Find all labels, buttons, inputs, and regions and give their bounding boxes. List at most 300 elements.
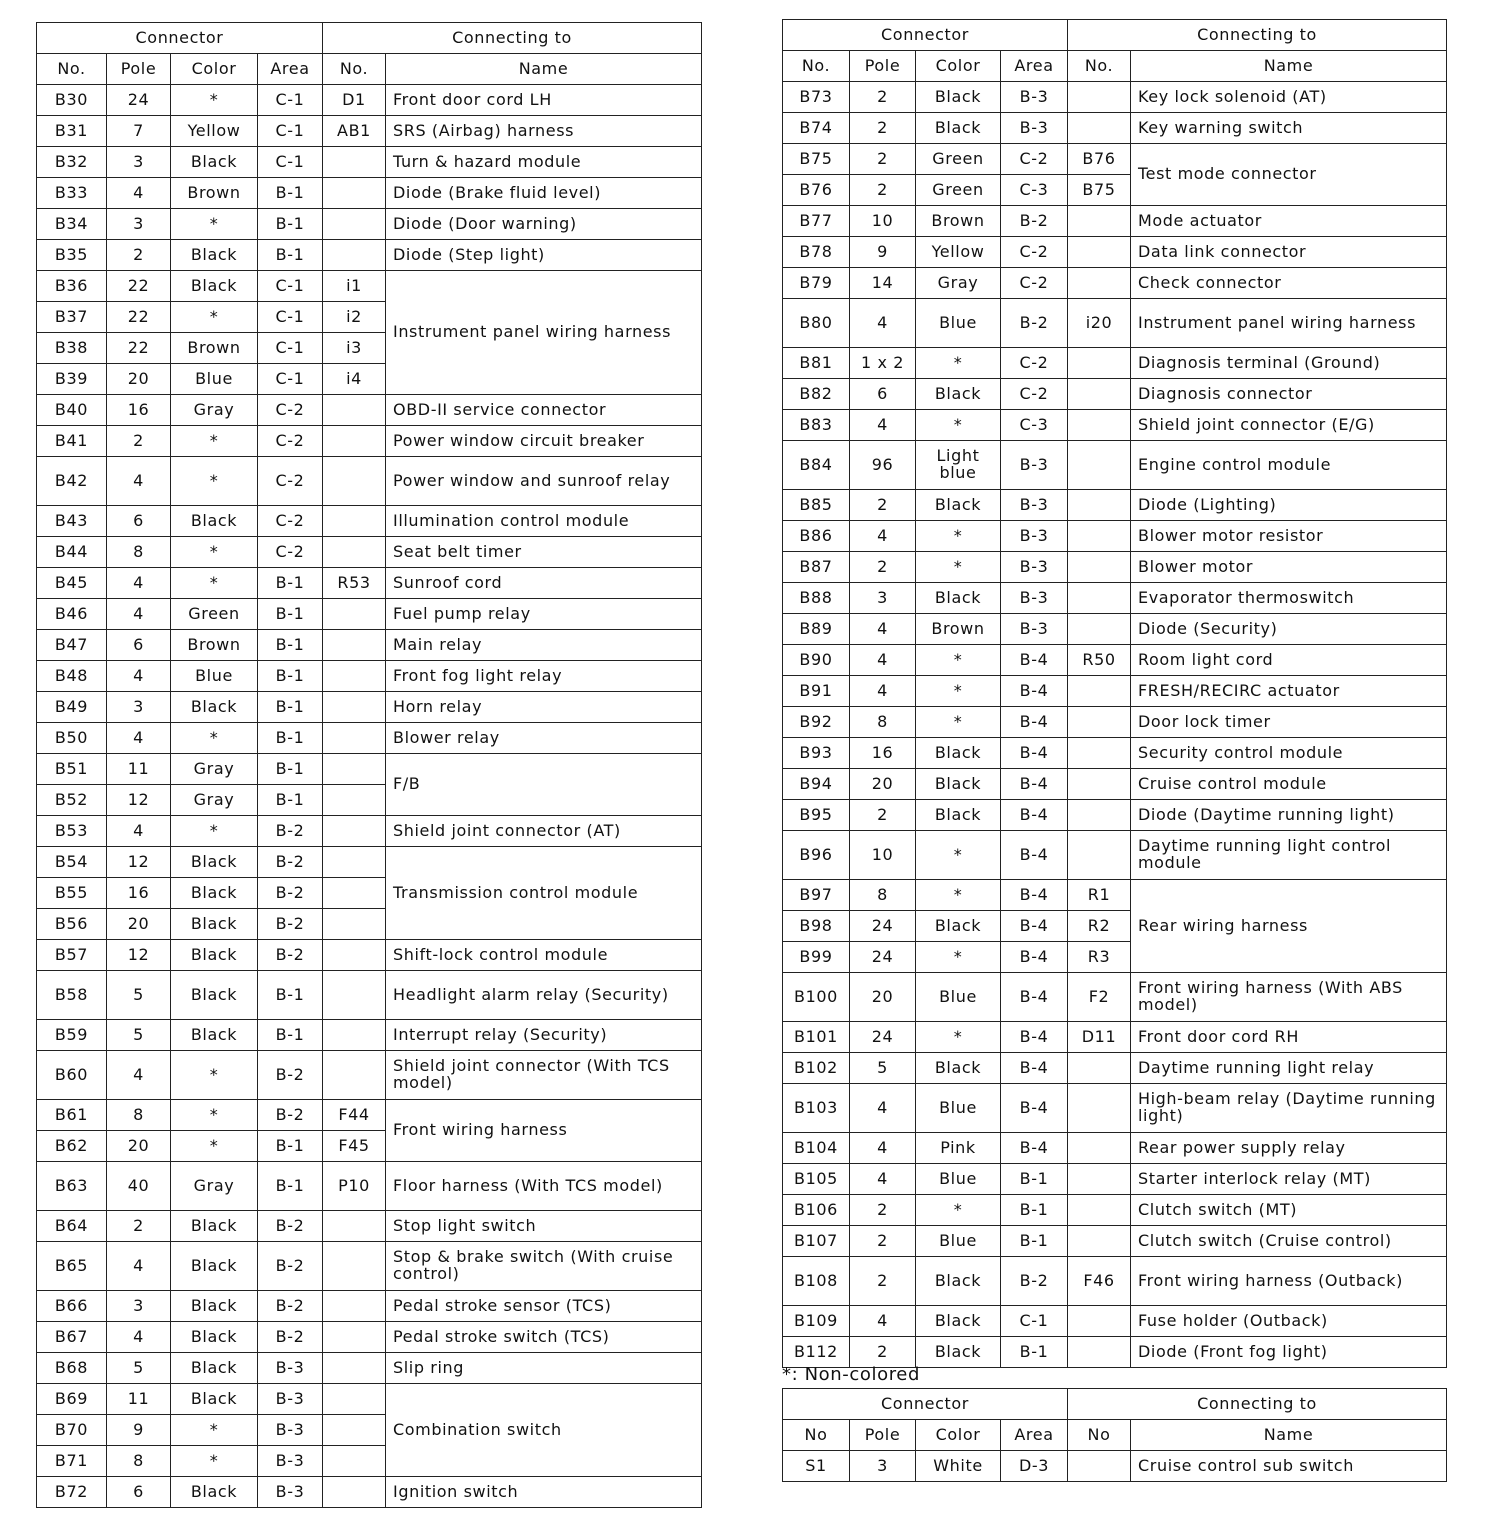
connector-no-cell: B69 — [37, 1384, 107, 1415]
table-row — [783, 769, 1447, 800]
area-cell: B-2 — [258, 878, 323, 909]
connecting-name-cell: Check connector — [1131, 268, 1447, 299]
connector-no-cell: B53 — [37, 816, 107, 847]
pole-cell: 4 — [107, 661, 171, 692]
header-pole: Pole — [107, 54, 171, 85]
connecting-no-cell — [1068, 237, 1131, 268]
connecting-name-cell: Diode (Door warning) — [386, 209, 702, 240]
table-row — [783, 1337, 1447, 1368]
connecting-name-cell: Diode (Lighting) — [1131, 490, 1447, 521]
table-row — [37, 1384, 702, 1415]
pole-cell: 1 x 2 — [850, 348, 916, 379]
connecting-no-cell — [1068, 614, 1131, 645]
area-cell: B-1 — [1001, 1337, 1068, 1368]
color-cell: Black — [171, 971, 258, 1020]
connector-no-cell: B77 — [783, 206, 850, 237]
pole-cell: 4 — [107, 1322, 171, 1353]
connecting-name-cell: Main relay — [386, 630, 702, 661]
color-cell: Black — [171, 1291, 258, 1322]
connecting-no-cell — [1068, 1226, 1131, 1257]
connecting-no-cell — [323, 847, 386, 878]
table-row — [783, 614, 1447, 645]
connecting-no-cell: R53 — [323, 568, 386, 599]
connecting-name-cell: Illumination control module — [386, 506, 702, 537]
color-cell: Green — [171, 599, 258, 630]
header-no: No — [783, 1420, 850, 1451]
header-connecting-to: Connecting to — [1068, 20, 1447, 51]
connecting-no-cell — [323, 506, 386, 537]
connector-table-small — [782, 1388, 1447, 1482]
pole-cell: 3 — [107, 1291, 171, 1322]
pole-cell: 24 — [107, 85, 171, 116]
connector-no-cell: B92 — [783, 707, 850, 738]
area-cell: B-3 — [258, 1446, 323, 1477]
connector-no-cell: B51 — [37, 754, 107, 785]
connector-no-cell: B108 — [783, 1257, 850, 1306]
area-cell: B-2 — [258, 847, 323, 878]
area-cell: B-4 — [1001, 769, 1068, 800]
connecting-no-cell — [1068, 206, 1131, 237]
pole-cell: 9 — [107, 1415, 171, 1446]
connector-no-cell: B64 — [37, 1211, 107, 1242]
pole-cell: 7 — [107, 116, 171, 147]
pole-cell: 8 — [107, 537, 171, 568]
connector-no-cell: B103 — [783, 1084, 850, 1133]
connecting-name-cell: Cruise control sub switch — [1131, 1451, 1447, 1482]
connecting-no-cell — [323, 209, 386, 240]
connecting-name-cell: Sunroof cord — [386, 568, 702, 599]
area-cell: B-4 — [1001, 973, 1068, 1022]
area-cell: B-1 — [1001, 1195, 1068, 1226]
connector-no-cell: B88 — [783, 583, 850, 614]
connector-no-cell: B62 — [37, 1131, 107, 1162]
connector-no-cell: B34 — [37, 209, 107, 240]
connecting-name-cell: Blower relay — [386, 723, 702, 754]
color-cell: Gray — [171, 754, 258, 785]
table-row — [37, 940, 702, 971]
table-row — [37, 209, 702, 240]
pole-cell: 4 — [107, 178, 171, 209]
pole-cell: 12 — [107, 785, 171, 816]
connecting-name-cell: Fuel pump relay — [386, 599, 702, 630]
header-name: Name — [386, 54, 702, 85]
connecting-name-cell: Clutch switch (MT) — [1131, 1195, 1447, 1226]
table-row — [783, 410, 1447, 441]
pole-cell: 3 — [107, 147, 171, 178]
color-cell: Blue — [916, 1164, 1001, 1195]
pole-cell: 4 — [850, 410, 916, 441]
area-cell: C-2 — [258, 537, 323, 568]
area-cell: C-1 — [258, 147, 323, 178]
connecting-no-cell: R3 — [1068, 942, 1131, 973]
table-row — [37, 1353, 702, 1384]
color-cell: * — [171, 816, 258, 847]
color-cell: Black — [171, 240, 258, 271]
connecting-no-cell: R1 — [1068, 880, 1131, 911]
connecting-no-cell — [323, 147, 386, 178]
color-cell: * — [171, 457, 258, 506]
pole-cell: 16 — [850, 738, 916, 769]
connector-no-cell: B30 — [37, 85, 107, 116]
color-cell: Black — [916, 113, 1001, 144]
connector-no-cell: B104 — [783, 1133, 850, 1164]
connecting-name-cell: Blower motor resistor — [1131, 521, 1447, 552]
connecting-name-cell: Interrupt relay (Security) — [386, 1020, 702, 1051]
table-row — [37, 178, 702, 209]
area-cell: B-1 — [258, 723, 323, 754]
table-row — [37, 1242, 702, 1291]
color-cell: * — [916, 707, 1001, 738]
connecting-name-cell: Security control module — [1131, 738, 1447, 769]
connecting-name-cell: SRS (Airbag) harness — [386, 116, 702, 147]
connector-no-cell: B63 — [37, 1162, 107, 1211]
pole-cell: 5 — [107, 1020, 171, 1051]
connector-no-cell: B56 — [37, 909, 107, 940]
color-cell: * — [916, 521, 1001, 552]
pole-cell: 6 — [107, 630, 171, 661]
table-row — [37, 1051, 702, 1100]
connecting-no-cell — [323, 178, 386, 209]
connecting-name-cell: Diagnosis connector — [1131, 379, 1447, 410]
area-cell: B-1 — [258, 630, 323, 661]
color-cell: * — [171, 1051, 258, 1100]
pole-cell: 20 — [107, 364, 171, 395]
pole-cell: 22 — [107, 302, 171, 333]
connector-no-cell: B61 — [37, 1100, 107, 1131]
color-cell: Black — [171, 1211, 258, 1242]
pole-cell: 4 — [850, 1084, 916, 1133]
non-colored-note: *: Non-colored — [782, 1364, 920, 1385]
area-cell: B-1 — [258, 1162, 323, 1211]
connecting-no-cell — [1068, 707, 1131, 738]
pole-cell: 16 — [107, 878, 171, 909]
connector-no-cell: B35 — [37, 240, 107, 271]
area-cell: B-3 — [1001, 441, 1068, 490]
area-cell: C-1 — [258, 85, 323, 116]
area-cell: B-3 — [1001, 113, 1068, 144]
table-row — [783, 552, 1447, 583]
area-cell: C-2 — [258, 506, 323, 537]
color-cell: Black — [916, 490, 1001, 521]
connector-no-cell: B40 — [37, 395, 107, 426]
color-cell: Brown — [171, 178, 258, 209]
pole-cell: 4 — [107, 568, 171, 599]
connecting-name-cell: Power window circuit breaker — [386, 426, 702, 457]
table-row — [783, 1195, 1447, 1226]
connector-no-cell: B49 — [37, 692, 107, 723]
color-cell: Gray — [171, 1162, 258, 1211]
color-cell: Yellow — [171, 116, 258, 147]
connector-no-cell: B48 — [37, 661, 107, 692]
color-cell: Black — [171, 909, 258, 940]
area-cell: B-4 — [1001, 1053, 1068, 1084]
connecting-no-cell — [1068, 379, 1131, 410]
color-cell: Light blue — [916, 441, 1001, 490]
area-cell: B-4 — [1001, 911, 1068, 942]
connecting-no-cell — [323, 661, 386, 692]
pole-cell: 2 — [107, 426, 171, 457]
area-cell: B-1 — [258, 661, 323, 692]
area-cell: C-2 — [258, 457, 323, 506]
color-cell: Black — [916, 379, 1001, 410]
area-cell: B-4 — [1001, 831, 1068, 880]
area-cell: B-4 — [1001, 800, 1068, 831]
table-row — [37, 85, 702, 116]
connecting-no-cell — [323, 240, 386, 271]
connector-no-cell: B54 — [37, 847, 107, 878]
pole-cell: 5 — [107, 1353, 171, 1384]
pole-cell: 2 — [850, 1257, 916, 1306]
connecting-name-cell: Diode (Security) — [1131, 614, 1447, 645]
pole-cell: 2 — [850, 175, 916, 206]
header-no: No. — [37, 54, 107, 85]
table-row — [783, 237, 1447, 268]
connector-no-cell: B50 — [37, 723, 107, 754]
connecting-name-cell: Headlight alarm relay (Security) — [386, 971, 702, 1020]
table-row — [37, 147, 702, 178]
color-cell: * — [171, 1446, 258, 1477]
connecting-name-cell: Key lock solenoid (AT) — [1131, 82, 1447, 113]
connector-no-cell: B44 — [37, 537, 107, 568]
area-cell: C-3 — [1001, 410, 1068, 441]
connecting-no-cell — [323, 692, 386, 723]
color-cell: * — [171, 1131, 258, 1162]
area-cell: B-4 — [1001, 645, 1068, 676]
color-cell: * — [916, 645, 1001, 676]
table-row — [783, 645, 1447, 676]
header-connecting-no: No. — [1068, 51, 1131, 82]
area-cell: B-4 — [1001, 1022, 1068, 1053]
connecting-no-cell — [1068, 113, 1131, 144]
pole-cell: 20 — [850, 769, 916, 800]
connecting-no-cell — [323, 723, 386, 754]
connecting-name-cell: Front door cord LH — [386, 85, 702, 116]
area-cell: B-2 — [258, 1051, 323, 1100]
area-cell: C-2 — [1001, 144, 1068, 175]
area-cell: C-2 — [1001, 268, 1068, 299]
color-cell: Black — [171, 1353, 258, 1384]
table-row — [37, 692, 702, 723]
area-cell: C-1 — [258, 364, 323, 395]
color-cell: * — [916, 1022, 1001, 1053]
table-row — [37, 847, 702, 878]
pole-cell: 8 — [107, 1100, 171, 1131]
connecting-no-cell — [323, 878, 386, 909]
pole-cell: 4 — [107, 723, 171, 754]
header-color: Color — [916, 51, 1001, 82]
connecting-no-cell — [323, 1051, 386, 1100]
header-connecting-to: Connecting to — [323, 23, 702, 54]
connecting-name-cell: Door lock timer — [1131, 707, 1447, 738]
connecting-no-cell: P10 — [323, 1162, 386, 1211]
connecting-no-cell — [1068, 1133, 1131, 1164]
color-cell: Pink — [916, 1133, 1001, 1164]
connector-no-cell: B59 — [37, 1020, 107, 1051]
table-row — [783, 268, 1447, 299]
pole-cell: 2 — [107, 1211, 171, 1242]
pole-cell: 4 — [850, 521, 916, 552]
pole-cell: 3 — [850, 1451, 916, 1482]
header-pole: Pole — [850, 51, 916, 82]
connecting-name-cell: Combination switch — [386, 1384, 702, 1477]
connector-no-cell: B78 — [783, 237, 850, 268]
area-cell: B-4 — [1001, 676, 1068, 707]
connecting-name-cell: Pedal stroke sensor (TCS) — [386, 1291, 702, 1322]
connecting-no-cell — [323, 457, 386, 506]
connector-no-cell: B112 — [783, 1337, 850, 1368]
connecting-no-cell: B75 — [1068, 175, 1131, 206]
pole-cell: 8 — [850, 707, 916, 738]
connector-no-cell: B100 — [783, 973, 850, 1022]
pole-cell: 2 — [850, 82, 916, 113]
connecting-name-cell: OBD-II service connector — [386, 395, 702, 426]
connecting-name-cell: Room light cord — [1131, 645, 1447, 676]
connector-no-cell: B96 — [783, 831, 850, 880]
pole-cell: 22 — [107, 271, 171, 302]
color-cell: Brown — [916, 206, 1001, 237]
area-cell: B-3 — [258, 1415, 323, 1446]
connecting-name-cell: Shield joint connector (E/G) — [1131, 410, 1447, 441]
connecting-no-cell — [1068, 441, 1131, 490]
pole-cell: 9 — [850, 237, 916, 268]
connector-no-cell: B72 — [37, 1477, 107, 1508]
area-cell: B-2 — [258, 1322, 323, 1353]
color-cell: Black — [916, 1257, 1001, 1306]
color-cell: Black — [916, 738, 1001, 769]
table-row — [37, 271, 702, 302]
connecting-name-cell: Daytime running light control module — [1131, 831, 1447, 880]
connecting-no-cell — [1068, 1084, 1131, 1133]
area-cell: C-2 — [1001, 379, 1068, 410]
table-row — [37, 630, 702, 661]
connecting-name-cell: Power window and sunroof relay — [386, 457, 702, 506]
connecting-no-cell — [1068, 831, 1131, 880]
connecting-no-cell — [1068, 583, 1131, 614]
table-row — [783, 1053, 1447, 1084]
connecting-no-cell — [1068, 521, 1131, 552]
connector-no-cell: B45 — [37, 568, 107, 599]
table-row — [783, 1164, 1447, 1195]
connecting-name-cell: Diode (Brake fluid level) — [386, 178, 702, 209]
color-cell: Yellow — [916, 237, 1001, 268]
table-row — [783, 490, 1447, 521]
pole-cell: 4 — [107, 1051, 171, 1100]
table-row — [37, 1162, 702, 1211]
color-cell: Black — [916, 82, 1001, 113]
pole-cell: 10 — [850, 206, 916, 237]
color-cell: * — [916, 831, 1001, 880]
header-connecting-no: No — [1068, 1420, 1131, 1451]
area-cell: B-2 — [258, 1291, 323, 1322]
area-cell: C-1 — [258, 116, 323, 147]
header-no: No. — [783, 51, 850, 82]
connector-no-cell: B67 — [37, 1322, 107, 1353]
connecting-no-cell — [323, 785, 386, 816]
connecting-no-cell — [323, 1211, 386, 1242]
area-cell: B-1 — [258, 1020, 323, 1051]
color-cell: * — [171, 85, 258, 116]
color-cell: * — [916, 1195, 1001, 1226]
connector-no-cell: B99 — [783, 942, 850, 973]
table-row — [783, 1257, 1447, 1306]
connecting-no-cell — [323, 940, 386, 971]
pole-cell: 4 — [107, 816, 171, 847]
connector-no-cell: B105 — [783, 1164, 850, 1195]
color-cell: * — [171, 723, 258, 754]
color-cell: * — [171, 302, 258, 333]
table-row — [783, 1226, 1447, 1257]
table-row — [37, 1477, 702, 1508]
color-cell: Black — [171, 1322, 258, 1353]
pole-cell: 24 — [850, 911, 916, 942]
color-cell: Blue — [916, 973, 1001, 1022]
connecting-name-cell: Daytime running light relay — [1131, 1053, 1447, 1084]
table-row — [783, 1451, 1447, 1482]
area-cell: B-2 — [258, 909, 323, 940]
pole-cell: 6 — [107, 1477, 171, 1508]
connecting-name-cell: Starter interlock relay (MT) — [1131, 1164, 1447, 1195]
area-cell: B-4 — [1001, 1084, 1068, 1133]
color-cell: Black — [171, 692, 258, 723]
connecting-no-cell — [323, 599, 386, 630]
table-row — [37, 537, 702, 568]
connecting-name-cell: Data link connector — [1131, 237, 1447, 268]
area-cell: B-3 — [258, 1353, 323, 1384]
pole-cell: 4 — [850, 1164, 916, 1195]
pole-cell: 40 — [107, 1162, 171, 1211]
connecting-no-cell — [1068, 1306, 1131, 1337]
table-row — [37, 661, 702, 692]
header-color: Color — [916, 1420, 1001, 1451]
color-cell: Black — [916, 769, 1001, 800]
connecting-name-cell: Turn & hazard module — [386, 147, 702, 178]
connector-no-cell: B36 — [37, 271, 107, 302]
header-connector: Connector — [783, 1389, 1068, 1420]
color-cell: Black — [171, 847, 258, 878]
pole-cell: 4 — [850, 676, 916, 707]
table-row — [37, 116, 702, 147]
pole-cell: 6 — [850, 379, 916, 410]
connecting-name-cell: Rear wiring harness — [1131, 880, 1447, 973]
connector-no-cell: B109 — [783, 1306, 850, 1337]
table-row — [37, 1211, 702, 1242]
pole-cell: 16 — [107, 395, 171, 426]
connector-no-cell: B85 — [783, 490, 850, 521]
area-cell: B-4 — [1001, 880, 1068, 911]
pole-cell: 14 — [850, 268, 916, 299]
color-cell: Black — [171, 1384, 258, 1415]
header-connecting-no: No. — [323, 54, 386, 85]
area-cell: B-3 — [1001, 552, 1068, 583]
pole-cell: 3 — [107, 692, 171, 723]
connecting-no-cell: i2 — [323, 302, 386, 333]
table-row — [37, 1020, 702, 1051]
color-cell: Black — [916, 800, 1001, 831]
area-cell: C-1 — [258, 333, 323, 364]
connecting-no-cell: R50 — [1068, 645, 1131, 676]
area-cell: B-2 — [258, 1242, 323, 1291]
connecting-no-cell — [323, 1415, 386, 1446]
pole-cell: 2 — [850, 144, 916, 175]
header-name: Name — [1131, 1420, 1447, 1451]
connecting-no-cell: D1 — [323, 85, 386, 116]
connector-no-cell: B57 — [37, 940, 107, 971]
pole-cell: 24 — [850, 942, 916, 973]
color-cell: * — [916, 410, 1001, 441]
table-row — [783, 707, 1447, 738]
table-row — [37, 599, 702, 630]
color-cell: * — [916, 942, 1001, 973]
